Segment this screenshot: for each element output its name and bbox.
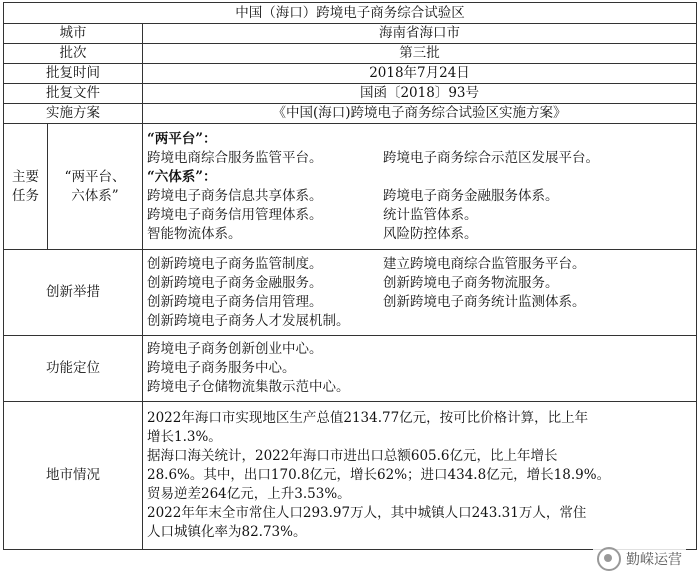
platform-item: 跨境电商综合服务监管平台。 bbox=[147, 149, 323, 166]
positioning-item: 跨境电子仓储物流集散示范中心。 bbox=[147, 379, 350, 395]
approval-doc-label: 批复文件 bbox=[4, 84, 143, 104]
innovation-row bbox=[147, 274, 692, 293]
innovation-item: 创新跨境电子商务物流服务。 bbox=[383, 274, 559, 291]
positioning-item: 跨境电子商务创新创业中心。 bbox=[147, 341, 323, 357]
six-systems-row bbox=[147, 225, 692, 244]
tasks-sublabel-line2: 六体系” bbox=[71, 187, 119, 204]
local-line: 2022年年末全市常住人口293.97万人，其中城镇人口243.31万人，常住 bbox=[147, 505, 587, 521]
six-systems-row bbox=[147, 206, 692, 225]
plan-label: 实施方案 bbox=[4, 104, 143, 124]
tasks-sublabel bbox=[48, 124, 143, 250]
system-item: 智能物流体系。 bbox=[147, 225, 242, 242]
local-line: 28.6%。其中，出口170.8亿元，增长62%；进口434.8亿元，增长18.9%。 bbox=[147, 467, 611, 483]
innovation-item: 创新跨境电子商务统计监测体系。 bbox=[383, 293, 586, 310]
local-label: 地市情况 bbox=[4, 402, 143, 550]
approval-doc-value: 国函〔2018〕93号 bbox=[143, 84, 697, 104]
local-line: 贸易逆差264亿元，上升3.53%。 bbox=[147, 486, 351, 502]
innovation-label: 创新举措 bbox=[4, 250, 143, 336]
batch-value: 第三批 bbox=[143, 44, 697, 64]
innovation-row bbox=[147, 312, 692, 331]
local-line: 增长1.3%。 bbox=[147, 429, 222, 445]
system-item: 跨境电子商务信息共享体系。 bbox=[147, 187, 323, 204]
watermark-text: 勤嵘运营 bbox=[626, 552, 682, 568]
local-line: 据海口海关统计，2022年海口市进出口总额605.6亿元，比上年增长 bbox=[147, 448, 558, 464]
table-title: 中国（海口）跨境电子商务综合试验区 bbox=[4, 3, 697, 24]
system-item: 跨境电子商务信用管理体系。 bbox=[147, 206, 323, 223]
innovation-row bbox=[147, 255, 692, 274]
two-platforms-heading: “两平台”： bbox=[147, 130, 217, 147]
innovation-content bbox=[143, 250, 697, 336]
tasks-content bbox=[143, 124, 697, 250]
local-line: 人口城镇化率为82.73%。 bbox=[147, 524, 307, 540]
system-item: 统计监管体系。 bbox=[383, 206, 478, 223]
innovation-item: 创新跨境电子商务人才发展机制。 bbox=[147, 312, 350, 329]
positioning-item: 跨境电子商务服务中心。 bbox=[147, 360, 296, 376]
city-value: 海南省海口市 bbox=[143, 24, 697, 44]
innovation-item: 建立跨境电商综合监管服务平台。 bbox=[383, 255, 586, 272]
plan-value: 《中国(海口)跨境电子商务综合试验区实施方案》 bbox=[143, 104, 697, 124]
two-platforms-row bbox=[147, 149, 692, 168]
local-line: 2022年海口市实现地区生产总值2134.77亿元，按可比价格计算，比上年 bbox=[147, 410, 589, 426]
innovation-item: 创新跨境电子商务监管制度。 bbox=[147, 255, 323, 272]
system-item: 跨境电子商务金融服务体系。 bbox=[383, 187, 559, 204]
platform-item: 跨境电子商务综合示范区发展平台。 bbox=[383, 149, 599, 166]
innovation-item: 创新跨境电子商务金融服务。 bbox=[147, 274, 323, 291]
six-systems-heading: “六体系”： bbox=[147, 168, 217, 185]
local-content bbox=[143, 402, 697, 550]
positioning-label: 功能定位 bbox=[4, 336, 143, 402]
wechat-logo-icon bbox=[597, 547, 621, 571]
positioning-content bbox=[143, 336, 697, 402]
watermark bbox=[593, 546, 686, 572]
tasks-label: 主要任务 bbox=[4, 124, 48, 250]
batch-label: 批次 bbox=[4, 44, 143, 64]
tasks-sublabel-line1: “两平台、 bbox=[64, 168, 126, 185]
six-systems-row bbox=[147, 187, 692, 206]
pilot-zone-table bbox=[3, 2, 697, 550]
city-label: 城市 bbox=[4, 24, 143, 44]
innovation-row bbox=[147, 293, 692, 312]
approval-time-value: 2018年7月24日 bbox=[143, 64, 697, 84]
innovation-item: 创新跨境电子商务信用管理。 bbox=[147, 293, 323, 310]
approval-time-label: 批复时间 bbox=[4, 64, 143, 84]
system-item: 风险防控体系。 bbox=[383, 225, 478, 242]
